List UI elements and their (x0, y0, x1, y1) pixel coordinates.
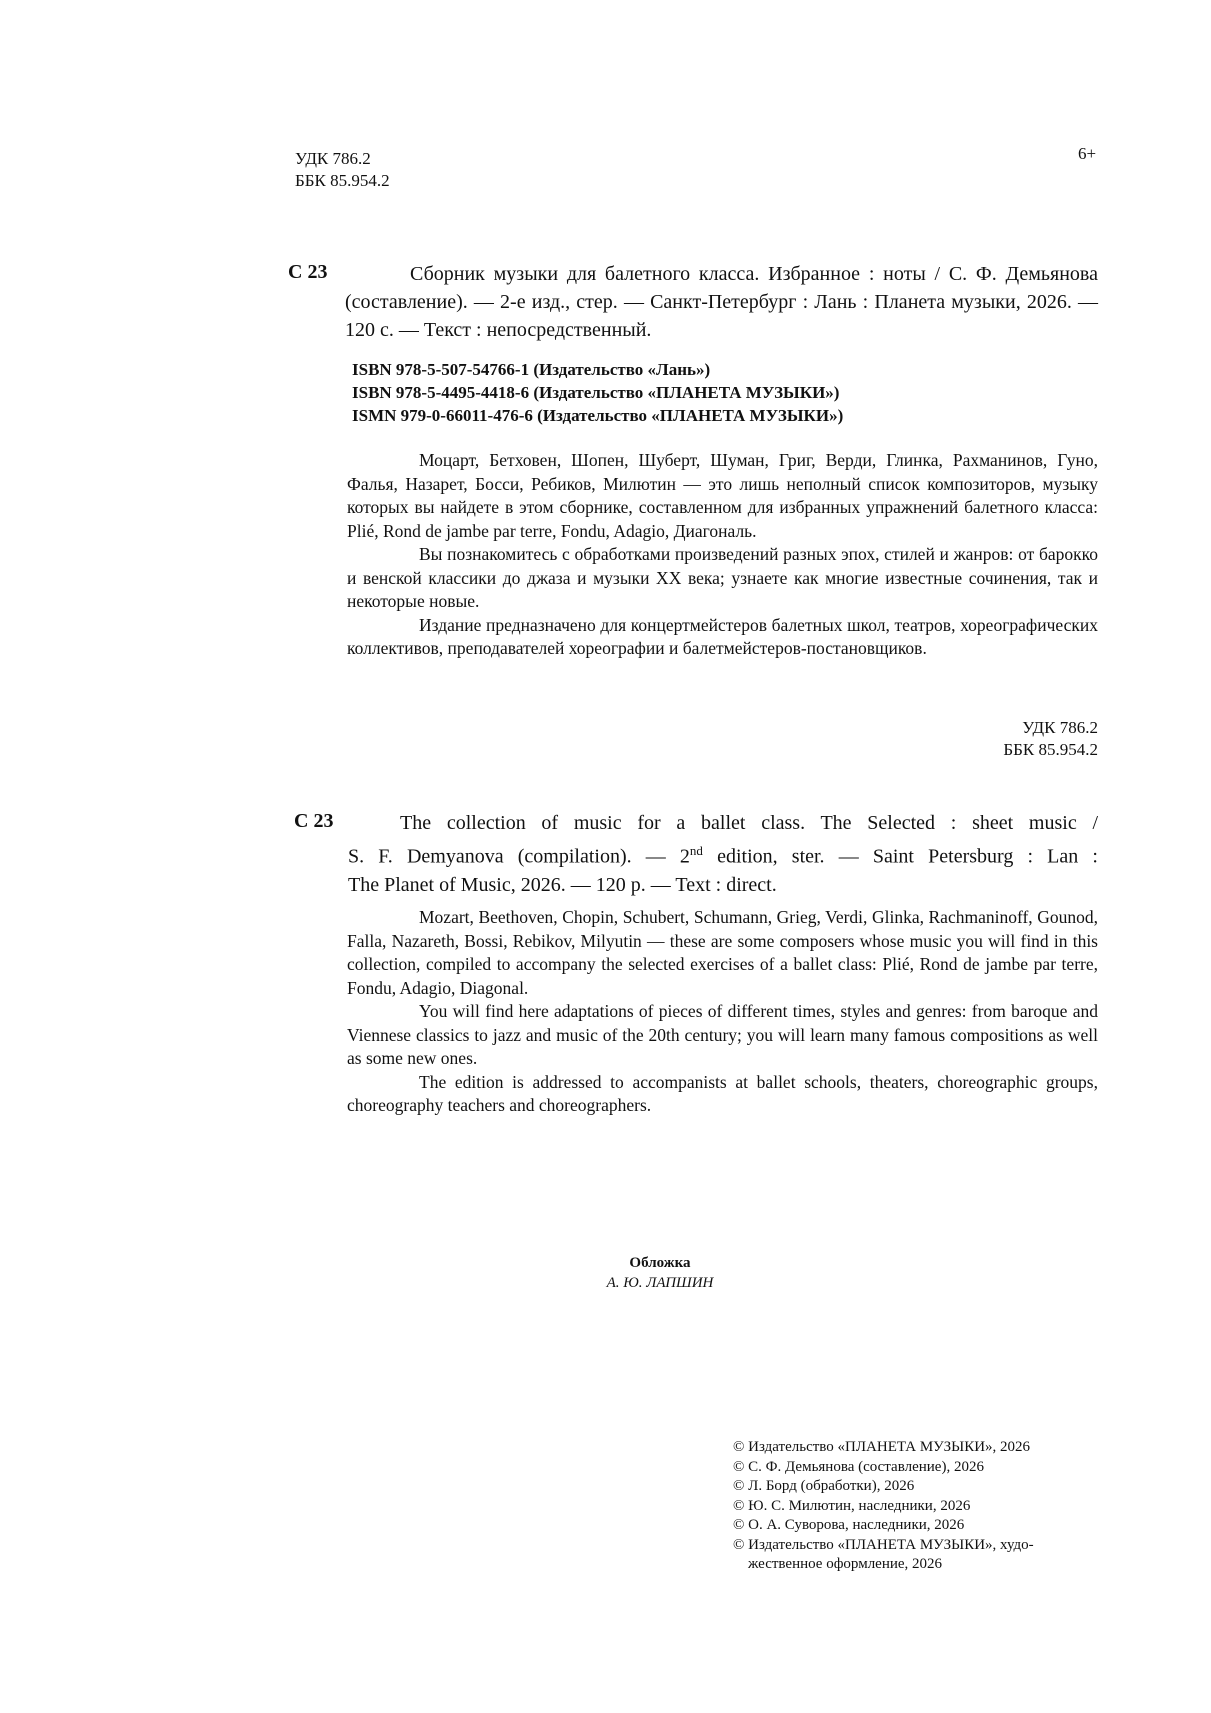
en-bibliographic-record (290, 809, 1098, 899)
copyright-line: © Издательство «ПЛАНЕТА МУЗЫКИ», худо- (733, 1536, 1034, 1553)
copyright-line: © О. А. Суворова, наследники, 2026 (733, 1517, 965, 1533)
copyright-line: © С. Ф. Демьянова (составление), 2026 (733, 1458, 984, 1475)
udk-code: УДК 786.2 (295, 149, 371, 168)
cover-credit (550, 1253, 770, 1293)
copyright-block (733, 1438, 1093, 1575)
copyright-line: © Л. Борд (обработки), 2026 (733, 1478, 915, 1494)
copyright-line: © Издательство «ПЛАНЕТА МУЗЫКИ», 2026 (733, 1439, 1031, 1455)
ordinal-suffix: nd (689, 843, 703, 858)
isbn-lan: ISBN 978-5-507-54766-1 (Издательство «Лань») (352, 360, 711, 379)
copyright-line: жественное оформление, 2026 (748, 1556, 943, 1572)
en-record-text: edition, ster. — Saint Petersburg : Lan : (702, 845, 1098, 868)
ru-annotation-paragraph: Моцарт, Бетховен, Шопен, Шуберт, Шуман, Григ, Верди, Глинка, Рахманинов, Гуно, Фалья, Назарет, Босси, Ребиков, Милютин — это лишь неполный список композиторов, музыку которых вы найдете в этом сборнике, составленном для избранных упражнений балетного класса: Plié, Rond de jambe par terre, Fondu, Adagio, Диагональ. (347, 450, 1098, 541)
ru-annotation-paragraph: Вы познакомитесь с обработками произведений разных эпох, стилей и жанров: от барокко и венской классики до джаза и музыки XX века; узнаете как многие известные сочинения, так и некоторые новые. (347, 544, 1098, 611)
ru-author-sign: С 23 (288, 261, 328, 283)
cover-artist: А. Ю. ЛАПШИН (606, 1275, 714, 1291)
en-bbk-code: ББК 85.954.2 (1003, 740, 1098, 759)
en-udk-bbk-block (980, 717, 1098, 761)
cover-label: Обложка (629, 1255, 691, 1271)
en-annotation-paragraph: You will find here adaptations of pieces of different times, styles and genres: from baroque and Viennese classics to jazz and music of the 20th century; you will learn many famous compositions as well as some new ones. (347, 1001, 1098, 1068)
ismn-planeta: ISMN 979-0-66011-476-6 (Издательство «ПЛАНЕТА МУЗЫКИ») (352, 406, 844, 425)
ru-annotation (347, 449, 1098, 661)
isbn-planeta: ISBN 978-5-4495-4418-6 (Издательство «ПЛАНЕТА МУЗЫКИ») (352, 383, 840, 402)
en-author-sign: С 23 (294, 810, 334, 832)
en-record-line: The collection of music for a ballet class. The Selected : sheet music / (400, 812, 1098, 834)
udk-bbk-block (295, 148, 390, 192)
isbn-list (352, 358, 843, 427)
en-udk-code: УДК 786.2 (1022, 718, 1098, 737)
en-record-text: S. F. Demyanova (compilation). — 2 (348, 845, 690, 868)
age-rating: 6+ (1078, 144, 1097, 163)
ru-bibliographic-record: Сборник музыки для балетного класса. Избранное : ноты / С. Ф. Демьянова (составление). — 2-е изд., стер. — Санкт-Петербург : Лань : Планета музыки, 2026. — 120 с. — Текст : непосредственный. (345, 263, 1098, 341)
en-annotation-paragraph: The edition is addressed to accompanists at ballet schools, theaters, choreographic groups, choreography teachers and choreographers. (347, 1071, 1098, 1115)
en-record-line (290, 837, 1098, 871)
copyright-line: © Ю. С. Милютин, наследники, 2026 (733, 1497, 971, 1514)
en-annotation-paragraph: Mozart, Beethoven, Chopin, Schubert, Schumann, Grieg, Verdi, Glinka, Rachmaninoff, Gounod, Falla, Nazareth, Bossi, Rebikov, Milyutin — these are some composers whose music you will find in this collection, compiled to accompany the selected exercises of a ballet class: Plié, Rond de jambe par terre, Fondu, Adagio, Diagonal. (347, 907, 1098, 998)
en-annotation (347, 906, 1098, 1118)
en-record-line: The Planet of Music, 2026. — 120 p. — Text : direct. (348, 873, 777, 896)
ru-annotation-paragraph: Издание предназначено для концертмейстеров балетных школ, театров, хореографических коллективов, преподавателей хореографии и балетмейстеров-постановщиков. (347, 614, 1098, 658)
bbk-code: ББК 85.954.2 (295, 171, 390, 190)
